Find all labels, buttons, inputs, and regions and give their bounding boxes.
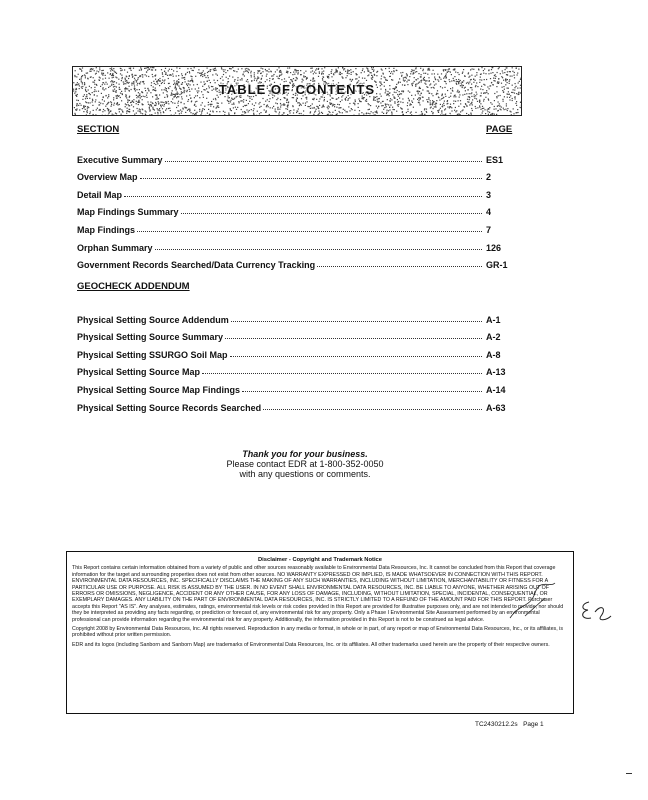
- report-id: TC2430212.2s: [475, 721, 518, 728]
- disclaimer-paragraph: This Report contains certain information obtained from a variety of public and other sources reasonably available to Environmental Data Resources, Inc. It cannot be concluded from this Report that coverage information for the target and surrounding properties does not exist from other sources. NO WARRANTY EXPRESSED OR IMPLIED, IS MADE WHATSOEVER IN CONNECTION WITH THIS REPORT. ENVIRONMENTAL DATA RESOURCES, INC. SPECIFICALLY DISCLAIMS THE MAKING OF ANY SUCH WARRANTIES, INCLUDING WITHOUT LIMITATION, MERCHANTABILITY OR FITNESS FOR A PARTICULAR USE OR PURPOSE. ALL RISK IS ASSUMED BY THE USER. IN NO EVENT SHALL ENVIRONMENTAL DATA RESOURCES, INC. BE LIABLE TO ANYONE, WHETHER ARISING OUT OF ERRORS OR OMISSIONS, NEGLIGENCE, ACCIDENT OR ANY OTHER CAUSE, FOR ANY LOSS OF DAMAGE, INCLUDING, WITHOUT LIMITATION, SPECIAL, INCIDENTAL, CONSEQUENTIAL, OR EXEMPLARY DAMAGES. ANY LIABILITY ON THE PART OF ENVIRONMENTAL DATA RESOURCES, INC. IS STRICTLY LIMITED TO A REFUND OF THE AMOUNT PAID FOR THIS REPORT. Purchaser accepts this Report "AS IS". Any analyses, estimates, ratings, environmental risk levels or risk codes provided in this Report are provided for illustrative purposes only, and are not intended to provide, nor should they be interpreted as providing any facts regarding, or prediction or forecast of, any environmental risk for any property. Only a Phase I Environmental Site Assessment performed by an environmental professional can provide information regarding the environmental risk for any property. Additionally, the information provided in this Report is not to be construed as legal advice.: [72, 565, 564, 623]
- toc-item: Orphan Summary 126: [77, 242, 502, 253]
- toc-item: Map Findings Summary 4: [77, 207, 492, 218]
- geocheck-header: GEOCHECK ADDENDUM: [77, 281, 190, 292]
- questions-line: with any questions or comments.: [239, 469, 371, 479]
- toc-item: Government Records Searched/Data Currency Tracking GR-1: [77, 260, 508, 271]
- toc-item: Physical Setting Source Map Findings A-14: [77, 384, 506, 395]
- thank-you-note: [180, 449, 430, 479]
- thank-you-line: Thank you for your business.: [242, 449, 368, 459]
- page-title: TABLE OF CONTENTS: [218, 82, 376, 97]
- page-footer: [475, 721, 544, 728]
- trademark-paragraph: EDR and its logos (including Sanborn and Sanborn Map) are trademarks of Environmental Data Resources, Inc. or its affiliates. All other trademarks used herein are the property of their respective owners.: [72, 641, 550, 648]
- page-number: Page 1: [523, 721, 544, 728]
- disclaimer-box: [66, 551, 574, 714]
- scan-mark: [626, 773, 632, 774]
- toc-item: Physical Setting Source Addendum A-1: [77, 314, 501, 325]
- toc-item: Physical Setting Source Summary A-2: [77, 332, 501, 343]
- contact-line: Please contact EDR at 1-800-352-0050: [226, 459, 384, 469]
- toc-item: Executive Summary ES1: [77, 154, 504, 165]
- toc-list: [77, 147, 514, 270]
- toc-item: Detail Map 3: [77, 189, 492, 200]
- toc-item: Overview Map 2: [77, 172, 492, 183]
- disclaimer-heading: Disclaimer - Copyright and Trademark Notice: [257, 557, 383, 563]
- toc-item: Physical Setting Source Map A-13: [77, 367, 506, 378]
- section-header: SECTION: [77, 124, 120, 135]
- toc-item: Map Findings 7: [77, 224, 492, 235]
- geocheck-list: [77, 307, 514, 413]
- toc-item: Physical Setting Source Records Searched A-63: [77, 402, 506, 413]
- handwritten-mark: [505, 578, 565, 623]
- copyright-paragraph: Copyright 2008 by Environmental Data Resources, Inc. All rights reserved. Reproduction in any media or format, in whole or in part, of any report or map of Environmental Data Resources, Inc., or its affiliates, is prohibited without prior written permission.: [72, 626, 563, 639]
- title-banner: [72, 66, 522, 116]
- initials-signature: [575, 598, 615, 628]
- page-header: PAGE: [486, 124, 513, 135]
- toc-item: Physical Setting SSURGO Soil Map A-8: [77, 349, 501, 360]
